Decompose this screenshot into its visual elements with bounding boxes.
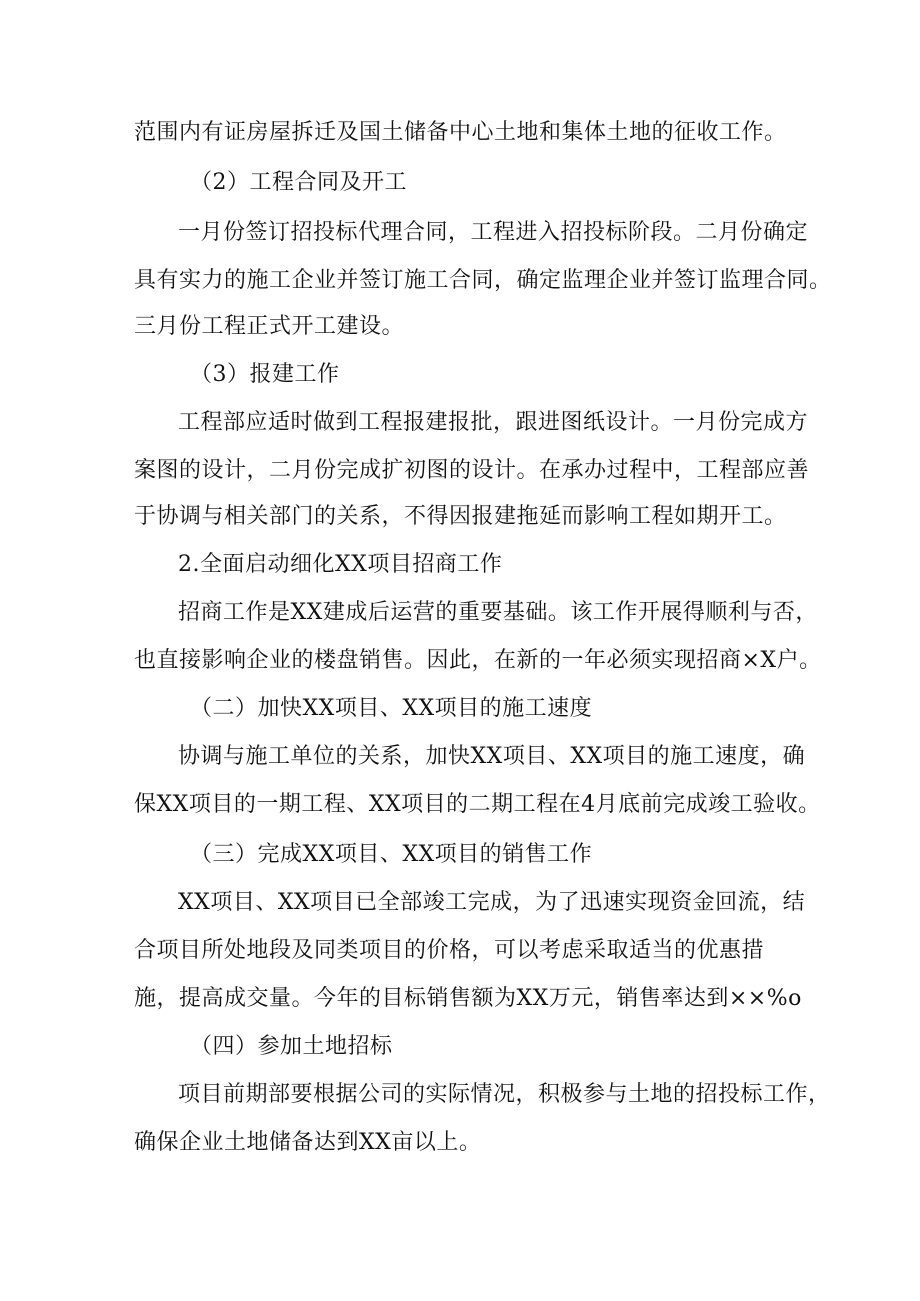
section-heading: 2.全面启动细化XX项目招商工作 bbox=[178, 552, 503, 577]
paragraph-line: XX项目、XX项目已全部竣工完成，为了迅速实现资金回流，结 bbox=[178, 890, 806, 915]
section-heading: （二）加快XX项目、XX项目的施工速度 bbox=[190, 696, 593, 721]
paragraph-line: 合项目所处地段及同类项目的价格，可以考虑采取适当的优惠措 bbox=[134, 938, 765, 963]
paragraph-line: 具有实力的施工企业并签订施工合同，确定监理企业并签订监理合同。 bbox=[134, 268, 832, 293]
paragraph-line: 也直接影响企业的楼盘销售。因此，在新的一年必须实现招商×X户。 bbox=[134, 648, 822, 673]
paragraph-line: 工程部应适时做到工程报建报批，跟进图纸设计。一月份完成方 bbox=[178, 410, 809, 435]
section-heading: （2）工程合同及开工 bbox=[190, 170, 407, 195]
paragraph-line: 保XX项目的一期工程、XX项目的二期工程在4月底前完成竣工验收。 bbox=[134, 792, 821, 817]
paragraph-line: 施，提高成交量。今年的目标销售额为XX万元，销售率达到××%o bbox=[134, 986, 802, 1011]
paragraph-line: 三月份工程正式开工建设。 bbox=[134, 314, 405, 339]
section-heading: （3）报建工作 bbox=[190, 362, 340, 387]
paragraph-line: 招商工作是XX建成后运营的重要基础。该工作开展得顺利与否， bbox=[178, 600, 818, 625]
paragraph-line: 确保企业土地储备达到XX亩以上。 bbox=[134, 1130, 482, 1155]
paragraph-line: 范围内有证房屋拆迁及国土储备中心土地和集体土地的征收工作。 bbox=[134, 120, 787, 145]
paragraph-line: 协调与施工单位的关系，加快XX项目、XX项目的施工速度，确 bbox=[178, 744, 806, 769]
paragraph-line: 于协调与相关部门的关系，不得因报建拖延而影响工程如期开工。 bbox=[134, 504, 787, 529]
paragraph-line: 一月份签订招投标代理合同，工程进入招投标阶段。二月份确定 bbox=[178, 220, 809, 245]
section-heading: （四）参加土地招标 bbox=[190, 1034, 393, 1059]
paragraph-line: 项目前期部要根据公司的实际情况，积极参与土地的招投标工作， bbox=[178, 1082, 831, 1107]
paragraph-line: 案图的设计，二月份完成扩初图的设计。在承办过程中，工程部应善 bbox=[134, 458, 810, 483]
section-heading: （三）完成XX项目、XX项目的销售工作 bbox=[190, 842, 593, 867]
